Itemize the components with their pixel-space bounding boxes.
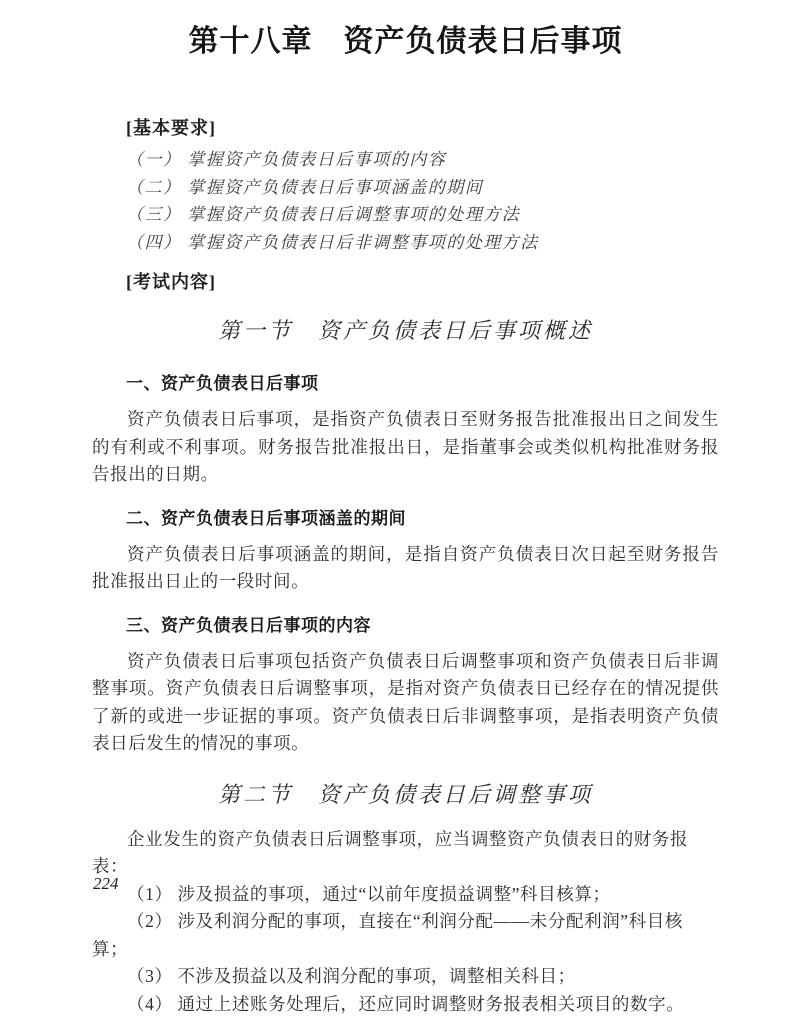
section2-intro-line: 企业发生的资产负债表日后调整事项，应当调整资产负债表日的财务报表： (92, 826, 719, 881)
section2-heading: 第二节 资产负债表日后调整事项 (92, 780, 719, 810)
requirement-item-1: （一） 掌握资产负债表日后事项的内容 (92, 146, 719, 174)
requirement-item-3: （三） 掌握资产负债表日后调整事项的处理方法 (92, 201, 719, 229)
section2-item-1: （1） 涉及损益的事项，通过“以前年度损益调整”科目核算； (92, 881, 719, 909)
section2-list (92, 826, 719, 1018)
basic-requirements-list (92, 146, 719, 256)
page-number: 224 (93, 874, 119, 894)
section1-sub3-heading: 三、资产负债表日后事项的内容 (92, 614, 719, 638)
exam-content-label: [考试内容] (92, 268, 719, 294)
page-content (0, 114, 811, 1018)
section1-sub3-paragraph: 资产负债表日后事项包括资产负债表日后调整事项和资产负债表日后非调整事项。资产负债表日后调整事项，是指对资产负债表日已经存在的情况提供了新的或进一步证据的事项。资产负债表日后非调整事项，是指表明资产负债表日后发生的情况的事项。 (92, 648, 719, 758)
basic-requirements-label: [基本要求] (92, 114, 719, 140)
section1-sub1-paragraph: 资产负债表日后事项，是指资产负债表日至财务报告批准报出日之间发生的有利或不利事项。财务报告批准报出日，是指董事会或类似机构批准财务报告报出的日期。 (92, 406, 719, 489)
section2-item-2: （2） 涉及利润分配的事项，直接在“利润分配——未分配利润”科目核算； (92, 908, 719, 963)
section1-heading: 第一节 资产负债表日后事项概述 (92, 316, 719, 346)
section1-sub2-paragraph: 资产负债表日后事项涵盖的期间，是指自资产负债表日次日起至财务报告批准报出日止的一段时间。 (92, 541, 719, 596)
requirement-item-2: （二） 掌握资产负债表日后事项涵盖的期间 (92, 174, 719, 202)
requirement-item-4: （四） 掌握资产负债表日后非调整事项的处理方法 (92, 229, 719, 257)
section2-item-3: （3） 不涉及损益以及利润分配的事项，调整相关科目； (92, 963, 719, 991)
chapter-title: 第十八章 资产负债表日后事项 (0, 0, 811, 60)
section2-item-4: （4） 通过上述账务处理后，还应同时调整财务报表相关项目的数字。 (92, 991, 719, 1018)
section1-sub2-heading: 二、资产负债表日后事项涵盖的期间 (92, 507, 719, 531)
section1-sub1-heading: 一、资产负债表日后事项 (92, 372, 719, 396)
